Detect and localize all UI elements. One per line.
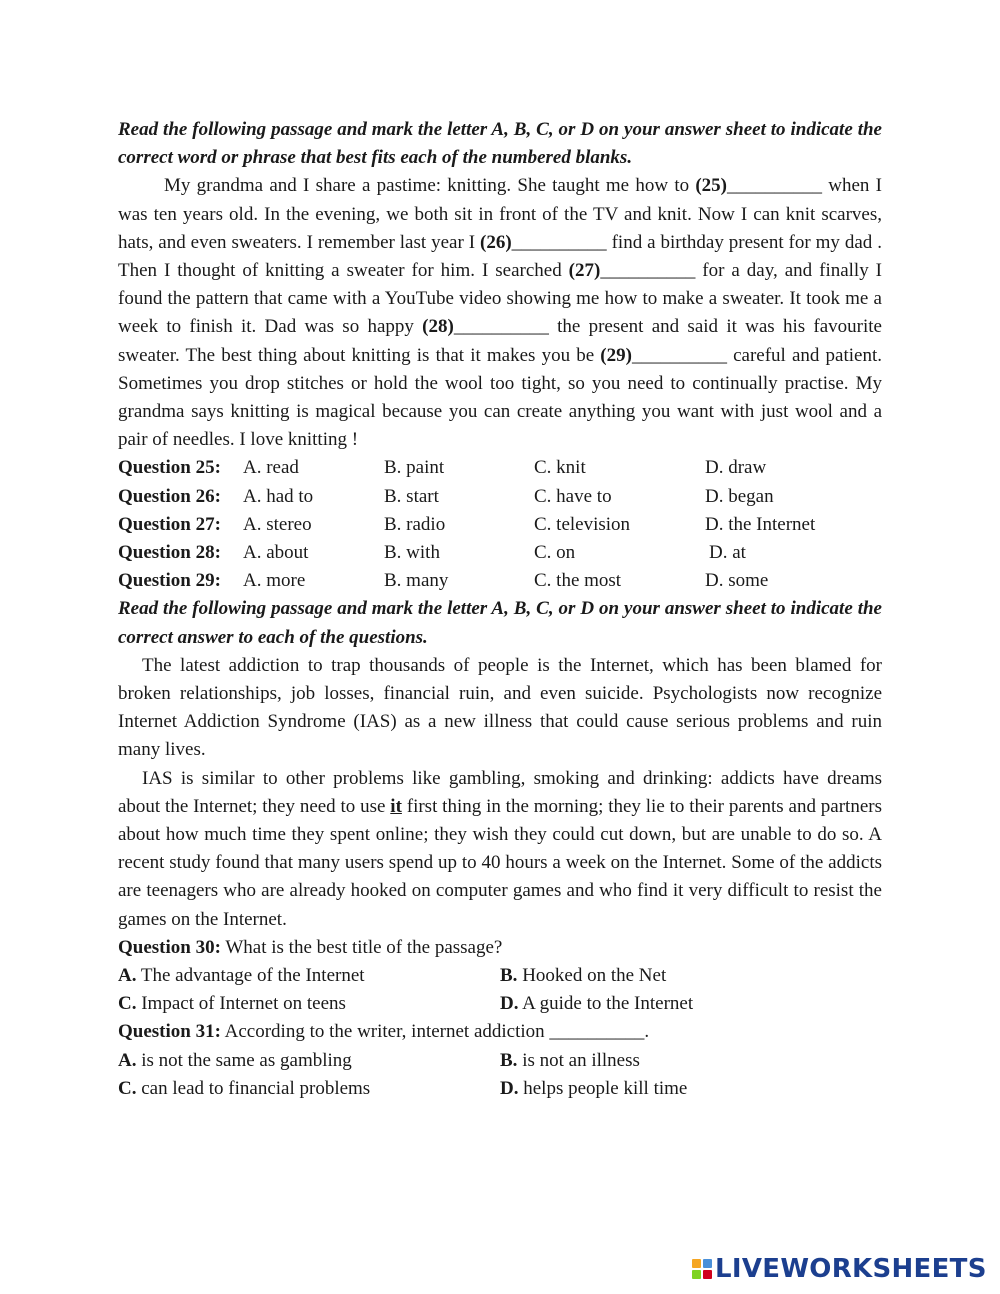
option-b[interactable]: B. paint bbox=[384, 457, 445, 479]
option-d[interactable] bbox=[500, 1075, 687, 1103]
passage-text-2: __________ when I was ten years old. In the evening, we both sit in front of the TV and knit. Now I can knit scarves, hats, and even sweaters. I remember last year I bbox=[118, 175, 882, 253]
option-text: helps people kill time bbox=[518, 1077, 688, 1099]
option-a[interactable]: A. read bbox=[243, 457, 299, 479]
option-a[interactable]: A. more bbox=[243, 570, 306, 592]
option-a[interactable]: A. stereo bbox=[243, 513, 312, 535]
question-30-stem bbox=[118, 934, 882, 962]
option-d[interactable]: D. some bbox=[705, 570, 769, 592]
internet-passage-para-1: The latest addiction to trap thousands of people is the Internet, which has been blamed for broken relationships, job losses, financial ruin, and even suicide. Psychologists now recognize Internet Addiction Syndrome (IAS) as a new illness that could cause serious problems and ruin many lives. bbox=[118, 654, 882, 761]
question-label: Question 26: bbox=[118, 485, 221, 507]
question-26-row bbox=[118, 483, 882, 511]
question-30-options-row-2 bbox=[118, 990, 882, 1018]
option-b[interactable] bbox=[500, 962, 666, 990]
internet-passage-para-2 bbox=[118, 765, 882, 934]
option-letter: B. bbox=[500, 965, 518, 987]
section1-instruction: Read the following passage and mark the letter A, B, C, or D on your answer sheet to indicate the correct word or phrase that best fits each of the numbered blanks. bbox=[118, 119, 882, 169]
option-letter: C. bbox=[118, 993, 137, 1015]
passage-text-6: __________ careful and patient. Sometimes you drop stitches or hold the wool too tight, so you need to continually practise. My grandma says knitting is magical because you can create anything you want with just wool and a pair of needles. I love knitting ! bbox=[118, 344, 882, 451]
logo-square-1 bbox=[692, 1259, 701, 1268]
question-text: What is the best title of the passage? bbox=[220, 936, 503, 958]
option-c[interactable]: C. on bbox=[534, 542, 576, 563]
question-label: Question 29: bbox=[118, 570, 221, 592]
option-d[interactable]: D. the Internet bbox=[705, 513, 816, 535]
para2-text-a: IAS is similar to other problems like gambling, smoking and drinking: addicts have dreams about the Internet; they need to use bbox=[118, 767, 882, 817]
blank-25: (25) bbox=[695, 175, 728, 197]
passage-text-1: My grandma and I share a pastime: knitting. She taught me how to bbox=[164, 175, 696, 197]
logo-square-2 bbox=[703, 1259, 712, 1268]
question-text: According to the writer, internet addiction __________. bbox=[220, 1021, 650, 1043]
question-label: Question 28: bbox=[118, 542, 221, 563]
option-c[interactable]: C. knit bbox=[534, 457, 586, 479]
option-a[interactable]: A. had to bbox=[243, 485, 314, 507]
option-letter: B. bbox=[500, 1049, 518, 1071]
option-b[interactable] bbox=[500, 1047, 640, 1075]
option-c[interactable] bbox=[118, 990, 346, 1018]
option-b[interactable]: B. with bbox=[384, 542, 440, 563]
option-letter: D. bbox=[500, 993, 519, 1015]
option-d[interactable]: D. at bbox=[709, 542, 746, 563]
question-label: Question 27: bbox=[118, 513, 221, 535]
option-a[interactable] bbox=[118, 962, 365, 990]
passage-text-5: __________ the present and said it was his favourite sweater. The best thing about knitting is that it makes you be bbox=[118, 316, 882, 366]
passage-text-4: __________ for a day, and finally I found the pattern that came with a YouTube video showing me how to make a sweater. It took me a week to finish it. Dad was so happy bbox=[118, 260, 883, 338]
option-c[interactable] bbox=[118, 1075, 370, 1103]
question-28-row bbox=[118, 539, 882, 567]
logo-square-4 bbox=[703, 1270, 712, 1279]
option-a[interactable] bbox=[118, 1047, 352, 1075]
option-text: is not an illness bbox=[517, 1049, 640, 1071]
option-letter: A. bbox=[118, 965, 137, 987]
passage-text-3: __________ find a birthday present for my dad . Then I thought of knitting a sweater for him. I searched bbox=[118, 231, 882, 282]
option-letter: C. bbox=[118, 1077, 137, 1099]
question-31-options-row-1 bbox=[118, 1047, 882, 1075]
knitting-passage bbox=[118, 172, 882, 454]
question-29-row bbox=[118, 567, 882, 595]
question-31-options-row-2 bbox=[118, 1075, 882, 1103]
option-a[interactable]: A. about bbox=[243, 542, 309, 563]
question-27-row bbox=[118, 511, 882, 539]
option-b[interactable]: B. radio bbox=[384, 513, 446, 535]
option-c[interactable]: C. television bbox=[534, 513, 631, 535]
option-c[interactable]: C. the most bbox=[534, 570, 622, 592]
worksheet-content bbox=[118, 116, 882, 1103]
liveworksheets-logo bbox=[692, 1254, 987, 1284]
option-text: Impact of Internet on teens bbox=[136, 993, 346, 1015]
option-b[interactable]: B. many bbox=[384, 570, 449, 592]
option-text: can lead to financial problems bbox=[136, 1077, 371, 1099]
option-letter: A. bbox=[118, 1049, 137, 1071]
option-text: is not the same as gambling bbox=[136, 1049, 352, 1071]
para2-text-b: first thing in the morning; they lie to their parents and partners about how much time they spent online; they wish they could cut down, but are unable to do so. A recent study found that many users spend up to 40 hours a week on the Internet. Some of the addicts are teenagers who are already hooked on computer games and who find it very difficult to resist the games on the Internet. bbox=[118, 795, 882, 930]
question-label: Question 25: bbox=[118, 457, 221, 479]
option-text: Hooked on the Net bbox=[517, 965, 667, 987]
blank-29: (29) bbox=[600, 344, 632, 366]
blank-26: (26) bbox=[480, 231, 512, 253]
option-d[interactable] bbox=[500, 990, 693, 1018]
option-c[interactable]: C. have to bbox=[534, 485, 612, 507]
logo-square-3 bbox=[692, 1270, 701, 1279]
option-text: The advantage of the Internet bbox=[136, 965, 365, 987]
option-d[interactable]: D. draw bbox=[705, 457, 767, 479]
blank-28: (28) bbox=[422, 316, 454, 338]
question-31-stem bbox=[118, 1018, 882, 1046]
blank-27: (27) bbox=[568, 260, 601, 282]
question-label: Question 31: bbox=[118, 1021, 221, 1043]
question-30-options-row-1 bbox=[118, 962, 882, 990]
underlined-word-it: it bbox=[390, 795, 402, 817]
section2-instruction: Read the following passage and mark the letter A, B, C, or D on your answer sheet to indicate the correct answer to each of the questions. bbox=[118, 598, 882, 648]
question-label: Question 30: bbox=[118, 936, 221, 958]
option-letter: D. bbox=[500, 1077, 519, 1099]
option-text: A guide to the Internet bbox=[518, 993, 694, 1015]
question-25-row bbox=[118, 454, 882, 482]
option-b[interactable]: B. start bbox=[384, 485, 439, 507]
option-d[interactable]: D. began bbox=[705, 485, 774, 507]
logo-text: LIVEWORKSHEETS bbox=[715, 1254, 987, 1284]
liveworksheets-logo-icon bbox=[692, 1259, 712, 1279]
